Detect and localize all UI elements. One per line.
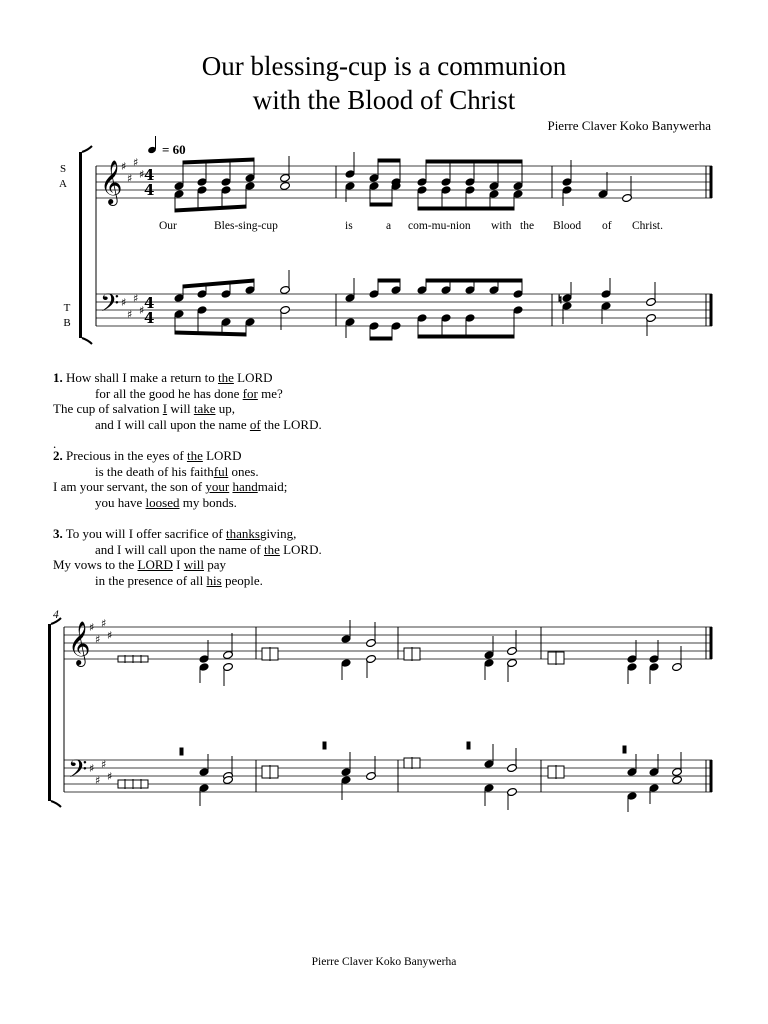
part-label-s: S bbox=[59, 163, 67, 175]
verse-text: To you will I offer sacrifice of bbox=[62, 525, 226, 541]
svg-text:♯: ♯ bbox=[127, 308, 133, 321]
accent-syllable: LORD bbox=[137, 557, 173, 573]
treble-notes-m3 bbox=[562, 160, 632, 206]
verse-text: maid; bbox=[257, 479, 288, 495]
verse-text: LORD bbox=[233, 370, 273, 385]
verse-1 bbox=[53, 370, 453, 432]
bass-notes-sys1 bbox=[174, 270, 656, 340]
svg-text:♯: ♯ bbox=[121, 160, 127, 173]
svg-text:♯: ♯ bbox=[107, 629, 113, 642]
svg-text:♯: ♯ bbox=[89, 621, 95, 634]
verse-text: the LORD. bbox=[260, 416, 322, 432]
page-title-line-2: with the Blood of Christ bbox=[252, 85, 516, 115]
accent-syllable: I bbox=[162, 401, 168, 417]
verse-2 bbox=[53, 448, 453, 510]
system-2 bbox=[48, 609, 712, 812]
verse-text: for all the good he has done bbox=[95, 385, 243, 401]
key-signature-treble-2 bbox=[89, 617, 112, 646]
svg-text:♯: ♯ bbox=[121, 296, 127, 309]
treble-clef-icon: 𝄞 bbox=[100, 160, 123, 204]
svg-text:♯: ♯ bbox=[89, 762, 95, 775]
verse-text: I am your servant, the son of bbox=[53, 479, 206, 495]
verse-text: LORD. bbox=[279, 541, 322, 557]
verse-text: How shall I make a return to bbox=[62, 370, 218, 385]
verse-text: up, bbox=[215, 401, 235, 417]
verse-text: giving, bbox=[259, 525, 297, 541]
lyrics-line bbox=[159, 220, 663, 232]
lyric-syllable: Bles-sing-cup bbox=[214, 220, 278, 232]
svg-text:♯: ♯ bbox=[127, 172, 133, 185]
system-1 bbox=[59, 136, 712, 344]
lyric-syllable: com-mu-nion bbox=[408, 220, 471, 232]
svg-text:♯: ♯ bbox=[139, 168, 145, 181]
verse-text: My vows to the bbox=[53, 557, 138, 573]
lyric-syllable: is bbox=[345, 220, 353, 232]
accent-syllable: will bbox=[183, 557, 204, 573]
accent-syllable: the bbox=[263, 541, 280, 557]
verse-text: I bbox=[172, 557, 184, 573]
svg-text:♯: ♯ bbox=[139, 304, 145, 317]
treble-notes-sys2 bbox=[118, 620, 682, 686]
verse-text: and I will call upon the name of bbox=[95, 541, 264, 557]
accent-syllable: the bbox=[186, 447, 203, 463]
treble-staff-1 bbox=[96, 166, 712, 198]
accent-syllable: for bbox=[242, 385, 258, 401]
page-title-line-1: Our blessing-cup is a communion bbox=[201, 51, 567, 81]
svg-text:♮: ♮ bbox=[558, 293, 562, 306]
accent-syllable: your bbox=[205, 479, 230, 495]
verse-text: will bbox=[167, 401, 194, 417]
bass-clef-icon: 𝄢 bbox=[68, 755, 88, 790]
system-bracket-2 bbox=[48, 618, 64, 807]
svg-text:4: 4 bbox=[144, 166, 155, 184]
psalm-verses bbox=[53, 370, 453, 588]
svg-text:♯: ♯ bbox=[95, 774, 101, 787]
stray-dot: . bbox=[53, 435, 57, 451]
verse-text: LORD bbox=[202, 447, 242, 463]
composer-credit: Pierre Claver Koko Banywerha bbox=[547, 118, 711, 133]
verse-text: my bonds. bbox=[179, 494, 237, 510]
verse-number: 3. bbox=[53, 525, 63, 541]
verse-number: 2. bbox=[53, 447, 63, 463]
verse-text: The cup of salvation bbox=[53, 401, 163, 417]
verse-text: ones. bbox=[228, 463, 259, 479]
svg-text:4: 4 bbox=[144, 181, 155, 199]
verse-text: pay bbox=[203, 557, 226, 573]
verse-text: and I will call upon the name bbox=[95, 416, 250, 432]
verse-text: in the presence of all bbox=[95, 572, 207, 588]
accent-syllable: ful bbox=[213, 463, 229, 479]
bass-staff-1 bbox=[96, 294, 712, 326]
part-label-t: T bbox=[63, 302, 71, 314]
svg-text:♯: ♯ bbox=[107, 770, 113, 783]
verse-text: me? bbox=[257, 385, 283, 401]
lyric-syllable: Blood bbox=[553, 220, 582, 232]
accent-syllable: the bbox=[217, 370, 234, 385]
verse-3 bbox=[53, 526, 453, 588]
lyric-syllable: a bbox=[386, 220, 392, 232]
key-signature-treble-1 bbox=[121, 156, 144, 185]
svg-text:♯: ♯ bbox=[101, 617, 107, 630]
time-signature-bass bbox=[144, 294, 154, 327]
treble-staff-2 bbox=[64, 627, 712, 659]
verse-text: you have bbox=[95, 494, 146, 510]
key-signature-bass-1 bbox=[121, 292, 144, 321]
accent-syllable: of bbox=[249, 416, 261, 432]
lyric-syllable: Our bbox=[159, 220, 177, 232]
tempo-mark bbox=[147, 136, 185, 157]
accent-syllable: take bbox=[193, 401, 216, 417]
svg-text:♯: ♯ bbox=[95, 633, 101, 646]
treble-clef-icon: 𝄞 bbox=[68, 621, 91, 665]
time-signature-treble bbox=[144, 166, 154, 199]
bass-staff-2 bbox=[64, 760, 712, 792]
verse-text: is the death of his faith bbox=[95, 463, 214, 479]
svg-text:♯: ♯ bbox=[101, 758, 107, 771]
system-bracket bbox=[79, 146, 96, 344]
treble-notes-m2 bbox=[345, 152, 523, 210]
key-signature-bass-2 bbox=[89, 758, 112, 787]
accent-syllable: thanks bbox=[225, 525, 260, 541]
accent-syllable: hand bbox=[232, 479, 258, 495]
measure-number: 4 bbox=[53, 609, 59, 621]
lyric-syllable: with bbox=[491, 220, 512, 232]
lyric-syllable: Christ. bbox=[632, 220, 663, 232]
accent-syllable: loosed bbox=[145, 494, 180, 510]
svg-text:4: 4 bbox=[144, 294, 155, 312]
lyric-syllable: the bbox=[520, 220, 535, 232]
barlines-2 bbox=[256, 627, 711, 792]
verse-text: Precious in the eyes of bbox=[62, 447, 187, 463]
treble-notes-m1 bbox=[174, 156, 290, 212]
tempo-value: = 60 bbox=[162, 142, 186, 157]
verse-number: 1. bbox=[53, 370, 63, 385]
svg-text:♯: ♯ bbox=[133, 292, 139, 305]
part-label-b: B bbox=[63, 317, 71, 329]
svg-text:4: 4 bbox=[144, 309, 155, 327]
bass-notes-sys2 bbox=[118, 742, 682, 812]
bass-clef-icon: 𝄢 bbox=[100, 289, 120, 324]
footer-credit: Pierre Claver Koko Banywerha bbox=[311, 956, 457, 968]
accent-syllable: his bbox=[206, 572, 222, 588]
part-label-a: A bbox=[59, 178, 67, 190]
svg-text:♯: ♯ bbox=[133, 156, 139, 169]
verse-text: people. bbox=[221, 572, 263, 588]
lyric-syllable: of bbox=[602, 220, 612, 232]
